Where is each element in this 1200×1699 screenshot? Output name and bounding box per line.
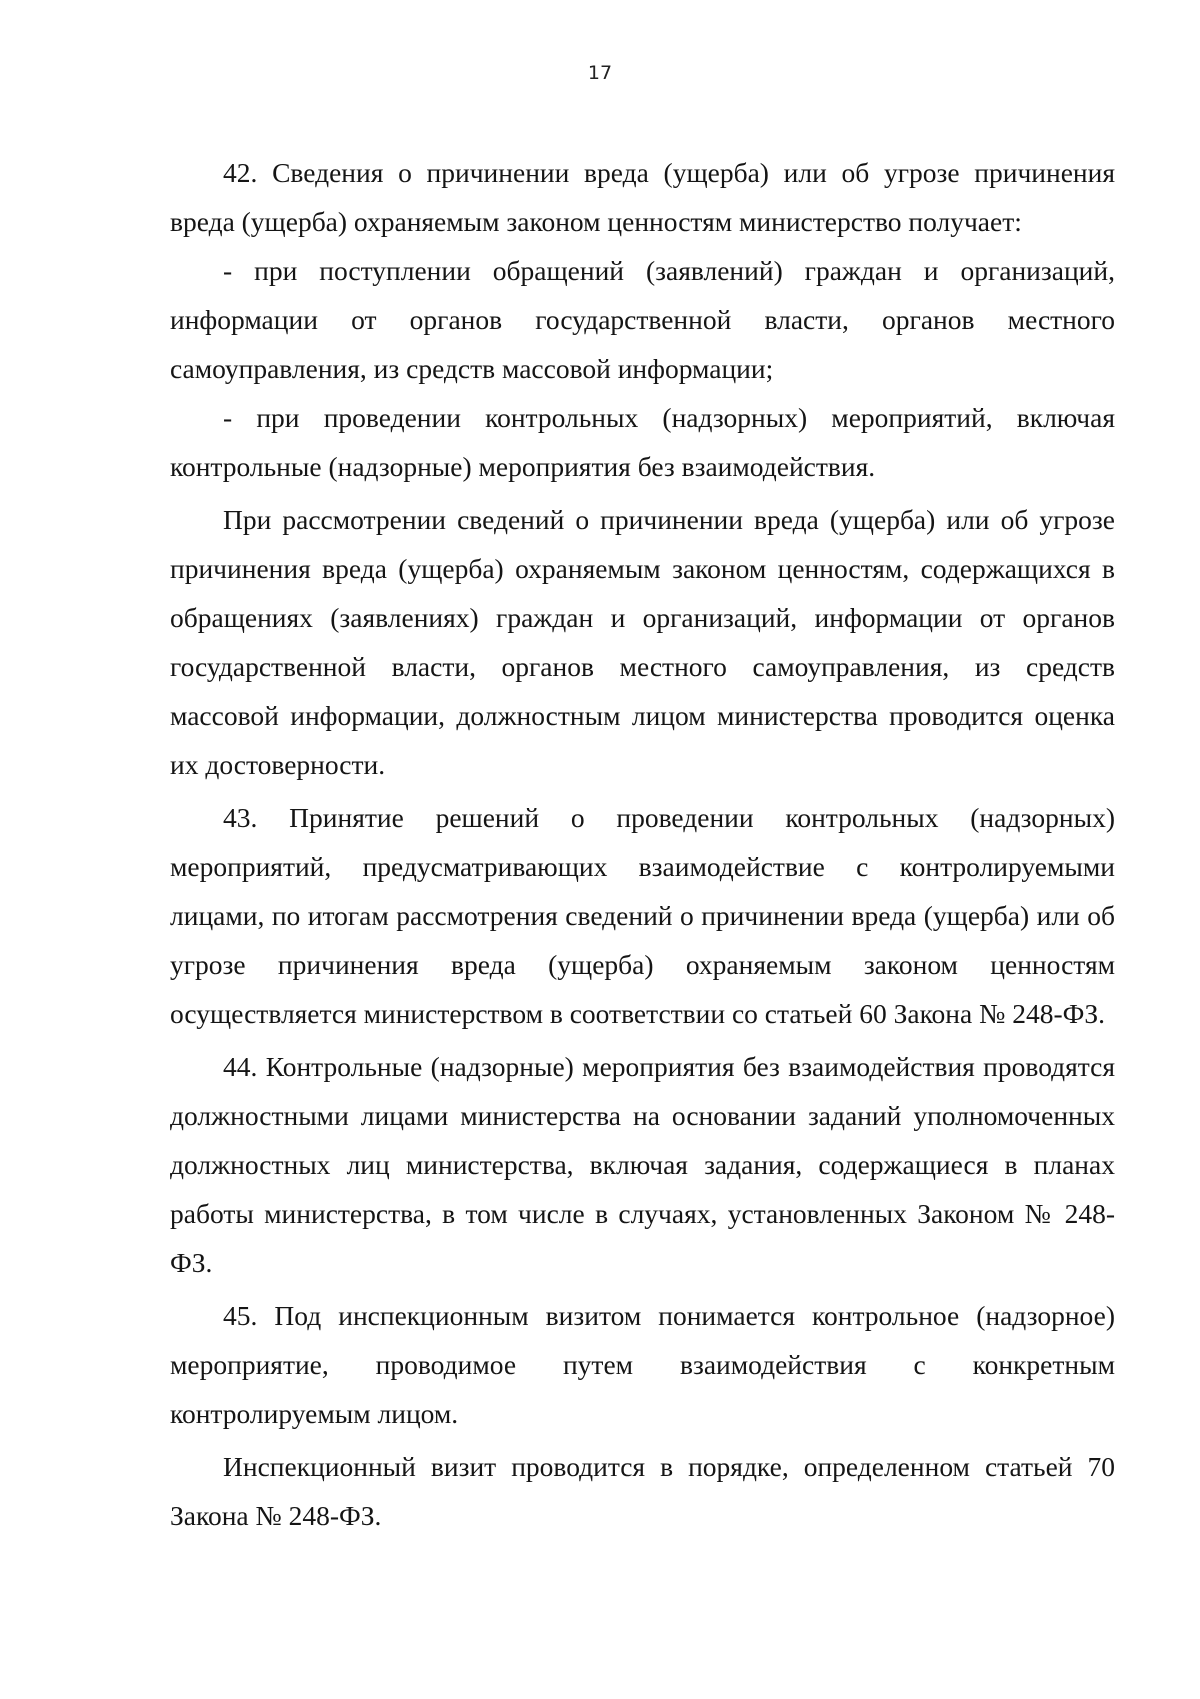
document-body — [170, 148, 1115, 1540]
paragraph-42: 42. Сведения о причинении вреда (ущерба) или об угрозе причинения вреда (ущерба) охраняемым законом ценностям министерство получает: — [170, 157, 1115, 237]
paragraph-45-procedure: Инспекционный визит проводится в порядке, определенном статьей 70 Закона № 248-ФЗ. — [170, 1451, 1115, 1531]
paragraph-42-assessment: При рассмотрении сведений о причинении вреда (ущерба) или об угрозе причинения вреда (ущерба) охраняемым законом ценностям, содержащихся в обращениях (заявлениях) граждан и организаций, информации от органов государственной власти, органов местного самоуправления, из средств массовой информации, должностным лицом министерства проводится оценка их достоверности. — [170, 504, 1115, 780]
paragraph-44: 44. Контрольные (надзорные) мероприятия без взаимодействия проводятся должностными лицами министерства на основании заданий уполномоченных должностных лиц министерства, включая задания, содержащиеся в планах работы министерства, в том числе в случаях, установленных Законом № 248-ФЗ. — [170, 1051, 1115, 1278]
paragraph-43: 43. Принятие решений о проведении контрольных (надзорных) мероприятий, предусматривающих взаимодействие с контролируемыми лицами, по итогам рассмотрения сведений о причинении вреда (ущерба) или об угрозе причинения вреда (ущерба) охраняемым законом ценностям осуществляется министерством в соответствии со статьей 60 Закона № 248-ФЗ. — [170, 802, 1115, 1029]
paragraph-45: 45. Под инспекционным визитом понимается контрольное (надзорное) мероприятие, проводимое путем взаимодействия с конкретным контролируемым лицом. — [170, 1300, 1115, 1429]
paragraph-42-bullet-appeals: - при поступлении обращений (заявлений) граждан и организаций, информации от органов государственной власти, органов местного самоуправления, из средств массовой информации; — [170, 255, 1115, 384]
paragraph-42-bullet-inspections: - при проведении контрольных (надзорных) мероприятий, включая контрольные (надзорные) мероприятия без взаимодействия. — [170, 402, 1115, 482]
page-number: 17 — [587, 62, 613, 84]
